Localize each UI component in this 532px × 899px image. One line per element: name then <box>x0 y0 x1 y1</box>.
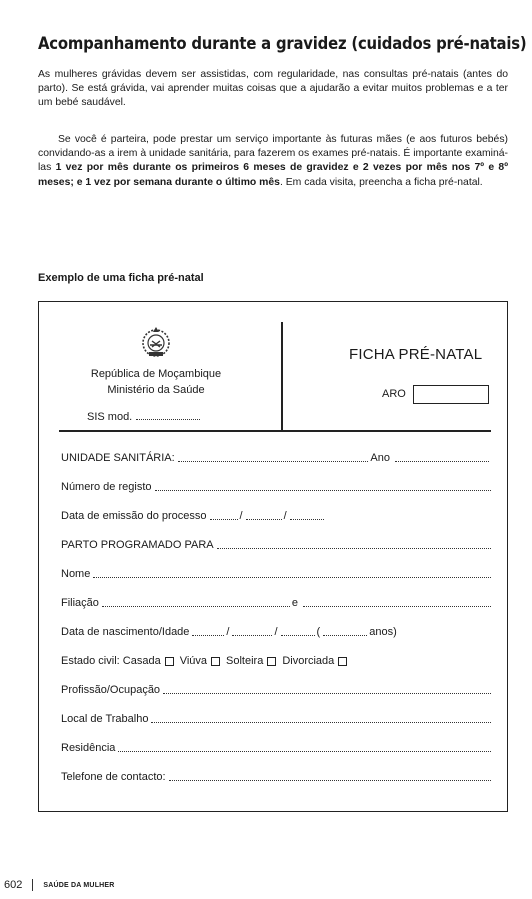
unidade-row <box>61 448 491 464</box>
parto-blank <box>217 538 491 549</box>
sis-mod-field <box>87 410 200 423</box>
nascimento-month <box>232 625 272 636</box>
registo-label: Número de registo <box>61 481 152 493</box>
nascimento-row: Data de nascimento/Idade / / ( anos) <box>61 626 397 638</box>
sis-mod-blank <box>136 410 200 420</box>
ano-blank <box>395 451 489 462</box>
anos-open: ( <box>316 626 321 638</box>
header-horizontal-divider <box>59 430 491 432</box>
aro-box <box>413 385 489 404</box>
midwife-paragraph <box>38 133 508 190</box>
ministry-label: Ministério da Saúde <box>107 384 205 396</box>
unidade-label: UNIDADE SANITÁRIA: <box>61 452 175 464</box>
nascimento-label: Data de nascimento/Idade <box>61 626 190 638</box>
residencia-blank <box>118 741 491 752</box>
midwife-text-c: . Em cada visita, preencha a ficha pré-natal. <box>279 176 483 188</box>
residencia-label: Residência <box>61 742 116 754</box>
intro-paragraph: As mulheres grávidas devem ser assistidas, com regularidade, nas consultas pré-natais (antes do parto). Se está grávida, vai aprender muitas coisas que a ajudarão a evitar muitos problemas e a ter um bebé saudável. <box>38 69 508 109</box>
anos-label: anos) <box>369 626 397 638</box>
estado-label: Estado civil: <box>61 655 120 667</box>
emissao-month <box>246 509 282 520</box>
parto-label: PARTO PROGRAMADO PARA <box>61 539 214 551</box>
telefone-label: Telefone de contacto: <box>61 771 166 783</box>
registo-blank <box>155 480 492 491</box>
ano-label: Ano <box>370 452 390 464</box>
viuva-label: Viúva <box>179 655 208 667</box>
estado-civil-row <box>61 651 491 667</box>
filiacao-blank-2 <box>303 596 491 607</box>
idade-blank <box>323 625 367 636</box>
nome-label: Nome <box>61 568 91 580</box>
telefone-row <box>61 767 491 783</box>
nome-row <box>61 564 491 580</box>
divorciada-label: Divorciada <box>282 655 335 667</box>
casada-label: Casada <box>122 655 161 667</box>
divorciada-checkbox <box>338 657 347 666</box>
section-heading: Acompanhamento durante a gravidez (cuidados pré-natais) <box>38 34 527 53</box>
prenatal-form <box>38 301 508 812</box>
nascimento-year <box>281 625 315 636</box>
example-label: Exemplo de uma ficha pré-natal <box>38 272 204 284</box>
filiacao-and: e <box>291 597 299 609</box>
casada-checkbox <box>165 657 174 666</box>
viuva-checkbox <box>211 657 220 666</box>
header-vertical-divider <box>281 322 283 430</box>
midwife-text-a: Se você é parteira, pode prestar um serviço importante às futuras mães (e aos futuros bebés) convidando-as a irem à unidade sanitária, para fazerem os exames pré-natais. É importante examiná-las <box>38 134 508 174</box>
trabalho-label: Local de Trabalho <box>61 713 149 725</box>
coat-of-arms-icon <box>138 324 174 360</box>
nascimento-day <box>192 625 224 636</box>
registo-row <box>61 477 491 493</box>
emissao-year <box>290 509 324 520</box>
profissao-label: Profissão/Ocupação <box>61 684 161 696</box>
filiacao-blank-1 <box>102 596 290 607</box>
filiacao-label: Filiação <box>61 597 99 609</box>
trabalho-row <box>61 709 491 725</box>
solteira-checkbox <box>267 657 276 666</box>
aro-label: ARO <box>382 388 406 400</box>
emissao-day <box>210 509 238 520</box>
sis-mod-label: SIS mod. <box>87 411 133 423</box>
parto-row <box>61 535 491 551</box>
section-name: SAÚDE DA MULHER <box>43 881 115 889</box>
filiacao-row <box>61 593 491 609</box>
form-title: FICHA PRÉ-NATAL <box>349 346 483 363</box>
emissao-row: Data de emissão do processo / / <box>61 506 491 522</box>
nome-blank <box>93 567 491 578</box>
telefone-blank <box>169 770 491 781</box>
unidade-blank <box>178 451 369 462</box>
residencia-row <box>61 738 491 754</box>
solteira-label: Solteira <box>226 655 264 667</box>
republic-label: República de Moçambique <box>90 368 222 380</box>
midwife-text-schedule: 1 vez por mês durante os primeiros 6 meses de gravidez e 2 vezes por mês nos 7º e 8º meses; e 1 vez por semana durante o último mês <box>38 162 508 188</box>
page-number: 602 <box>4 879 23 891</box>
emissao-label: Data de emissão do processo <box>61 510 207 522</box>
footer-divider <box>32 879 33 891</box>
profissao-blank <box>163 683 491 694</box>
profissao-row <box>61 680 491 696</box>
trabalho-blank <box>151 712 491 723</box>
page-footer <box>4 879 115 891</box>
